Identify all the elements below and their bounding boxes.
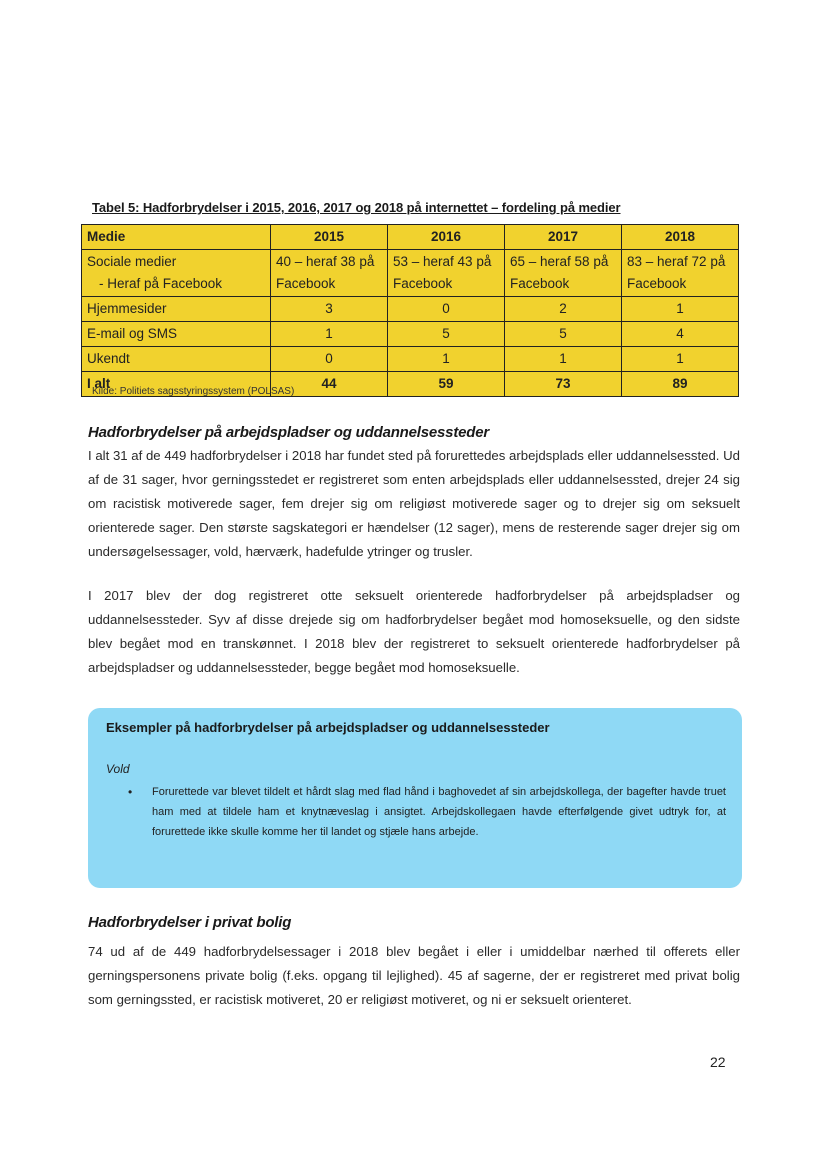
table-cell: 2 <box>505 297 622 322</box>
table-header-cell: Medie <box>82 225 271 250</box>
row-label: E-mail og SMS <box>82 322 271 347</box>
list-item-text: Forurettede var blevet tildelt et hårdt slag med flad hånd i baghovedet af sin arbejdskollega, der bagefter havde truet ham med at tildele ham et knytnæveslag i ansigtet. Arbejdskollegaen havde efterfølgende givet udtryk for, at forurettede ikke skulle komme her til landet og stjæle hans arbejde. <box>152 786 726 838</box>
paragraph: I alt 31 af de 449 hadforbrydelser i 2018 har fundet sted på forurettedes arbejdsplads eller uddannelsessted. Ud af de 31 sager, hvor gerningsstedet er registreret som enten arbejdsplads eller uddannelsessted, drejer 24 sig om racistisk motiverede sager, fem drejer sig om religiøst motiverede sager og to drejer sig om seksuelt orienterede sager. Den største sagskategori er hændelser (12 sager), mens de resterende sager drejer sig om undersøgelsessager, vold, hærværk, hadefulde ytringer og trusler. <box>88 448 740 559</box>
media-table <box>81 224 739 397</box>
table-cell: 44 <box>271 372 388 397</box>
table-row <box>82 347 739 372</box>
table-cell: 0 <box>271 347 388 372</box>
row-label-cell <box>82 250 271 297</box>
section-heading: Hadforbrydelser i privat bolig <box>88 914 292 931</box>
table-cell: 4 <box>622 322 739 347</box>
table-cell: 1 <box>622 347 739 372</box>
table-row <box>82 297 739 322</box>
table-cell: 83 – heraf 72 på Facebook <box>622 250 739 297</box>
section-heading: Hadforbrydelser på arbejdspladser og uddannelsessteder <box>88 424 489 441</box>
example-box-subtitle: Vold <box>106 762 130 776</box>
table-row <box>82 250 739 297</box>
paragraph: 74 ud af de 449 hadforbrydelsessager i 2018 blev begået i eller i umiddelbar nærhed til offerets eller gerningspersonens private bolig (f.eks. opgang til lejlighed). 45 af sagerne, der er registreret med privat bolig som gerningssted, er racistisk motiveret, 20 er religiøst motiveret, og ni er seksuelt orienteret. <box>88 944 740 1007</box>
example-box-title: Eksempler på hadforbrydelser på arbejdspladser og uddannelsessteder <box>106 720 550 735</box>
table-cell: 1 <box>271 322 388 347</box>
table-header-row <box>82 225 739 250</box>
table-cell: 1 <box>622 297 739 322</box>
row-label: Sociale medier <box>87 254 177 269</box>
table-cell: 5 <box>505 322 622 347</box>
row-sublabel: - Heraf på Facebook <box>99 276 223 291</box>
table-source: Kilde: Politiets sagsstyringssystem (POLSAS) <box>92 386 295 397</box>
table-cell: 5 <box>388 322 505 347</box>
table-header-cell: 2015 <box>271 225 388 250</box>
table-cell: 40 – heraf 38 på Facebook <box>271 250 388 297</box>
page-number: 22 <box>710 1054 726 1070</box>
table-cell: 1 <box>505 347 622 372</box>
table-header-cell: 2016 <box>388 225 505 250</box>
example-list <box>106 782 726 842</box>
table-header-cell: 2017 <box>505 225 622 250</box>
table-header-cell: 2018 <box>622 225 739 250</box>
table-cell: 59 <box>388 372 505 397</box>
table-cell: 1 <box>388 347 505 372</box>
paragraph: I 2017 blev der dog registreret otte seksuelt orienterede hadforbrydelser på arbejdspladser og uddannelsessteder. Syv af disse drejede sig om hadforbrydelser begået mod homoseksuelle, og den sidste blev begået mod en transkønnet. I 2018 blev der registreret to seksuelt orienterede hadforbrydelser på arbejdspladser og uddannelsessteder, begge begået mod homoseksuelle. <box>88 588 740 675</box>
table-cell: 3 <box>271 297 388 322</box>
table-caption: Tabel 5: Hadforbrydelser i 2015, 2016, 2017 og 2018 på internettet – fordeling på medier <box>92 200 621 215</box>
table-cell: 65 – heraf 58 på Facebook <box>505 250 622 297</box>
example-box <box>88 708 742 888</box>
table-cell: 73 <box>505 372 622 397</box>
table-row <box>82 322 739 347</box>
table-cell: 0 <box>388 297 505 322</box>
table-cell: 53 – heraf 43 på Facebook <box>388 250 505 297</box>
row-label: Hjemmesider <box>82 297 271 322</box>
row-label: I alt <box>82 372 271 397</box>
row-label: Ukendt <box>82 347 271 372</box>
bullet-icon: • <box>128 785 133 799</box>
list-item <box>106 782 726 842</box>
table-cell: 89 <box>622 372 739 397</box>
